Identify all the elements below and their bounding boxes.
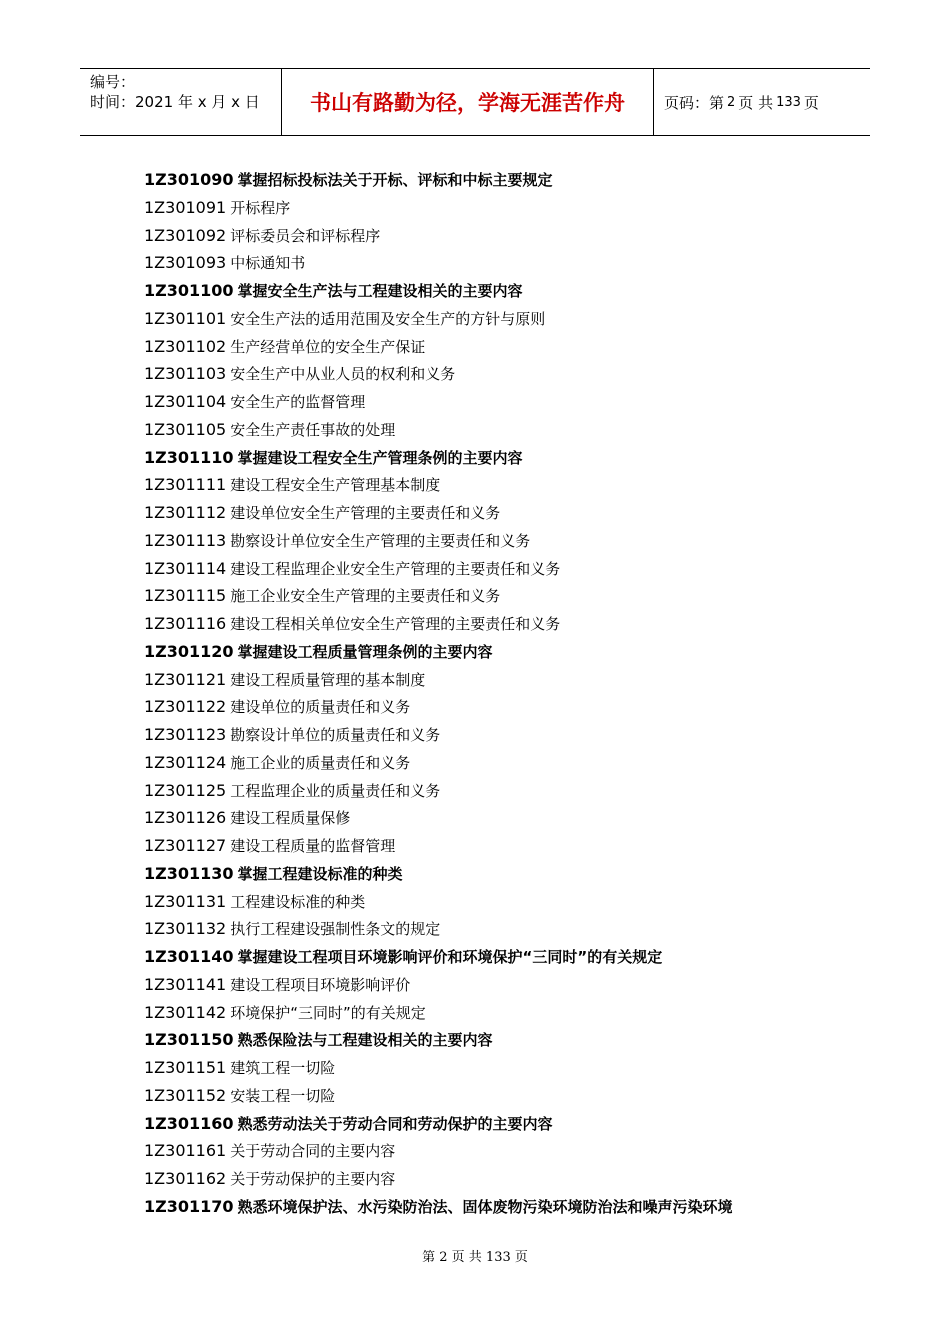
item-title: 建设工程质量的监督管理 <box>230 837 396 855</box>
page-mid: 页 共 <box>738 93 774 112</box>
item-code: 1Z301121 <box>144 669 227 689</box>
item-title: 生产经营单位的安全生产保证 <box>230 337 426 356</box>
item-title: 安装工程一切险 <box>230 1086 336 1105</box>
list-item <box>144 915 844 943</box>
list-item <box>144 610 844 638</box>
section-heading <box>144 943 844 971</box>
list-item <box>144 499 844 527</box>
item-title: 安全生产法的适用范围及安全生产的方针与原则 <box>230 309 546 328</box>
item-code: 1Z301131 <box>144 891 227 911</box>
list-item <box>144 666 844 694</box>
item-code: 1Z301103 <box>144 364 227 384</box>
item-code: 1Z301126 <box>144 808 227 828</box>
list-item <box>144 582 844 610</box>
item-code: 1Z301151 <box>144 1058 227 1077</box>
item-code: 1Z301114 <box>144 558 227 578</box>
list-item <box>144 1054 844 1082</box>
item-code: 1Z301130 <box>144 863 234 883</box>
section-heading <box>144 860 844 888</box>
item-title: 掌握招标投标法关于开标、评标和中标主要规定 <box>237 171 553 189</box>
item-code: 1Z301120 <box>144 641 234 661</box>
item-code: 1Z301110 <box>144 447 234 467</box>
item-code: 1Z301115 <box>144 586 227 606</box>
item-code: 1Z301112 <box>144 503 227 522</box>
item-title: 熟悉环境保护法、水污染防治法、固体废物污染环境防治法和噪声污染环境 <box>237 1197 733 1216</box>
item-title: 建设工程相关单位安全生产管理的主要责任和义务 <box>230 615 561 633</box>
item-title: 施工企业安全生产管理的主要责任和义务 <box>230 587 501 606</box>
item-code: 1Z301141 <box>144 974 227 994</box>
list-item <box>144 804 844 832</box>
item-code: 1Z301116 <box>144 614 227 633</box>
item-code: 1Z301140 <box>144 947 234 966</box>
item-code: 1Z301113 <box>144 530 227 550</box>
item-title: 掌握安全生产法与工程建设相关的主要内容 <box>237 282 523 300</box>
section-heading <box>144 166 844 194</box>
item-title: 掌握工程建设标准的种类 <box>237 864 403 883</box>
list-item <box>144 555 844 583</box>
item-title: 关于劳动保护的主要内容 <box>230 1170 396 1188</box>
item-title: 安全生产中从业人员的权利和义务 <box>230 365 456 384</box>
item-code: 1Z301160 <box>144 1113 234 1133</box>
item-title: 开标程序 <box>230 198 291 217</box>
document-time-label: 时间：2021 年 x 月 x 日 <box>90 93 260 111</box>
header-motto: 书山有路勤为径，学海无涯苦作舟 <box>282 69 654 135</box>
page-current: 2 <box>727 94 736 110</box>
list-item <box>144 305 844 333</box>
item-code: 1Z301127 <box>144 836 227 855</box>
item-code: 1Z301162 <box>144 1169 227 1188</box>
item-code: 1Z301123 <box>144 725 227 744</box>
list-item <box>144 194 844 222</box>
item-code: 1Z301100 <box>144 281 234 300</box>
page-total: 133 <box>776 94 801 110</box>
item-title: 建筑工程一切险 <box>230 1059 336 1077</box>
item-code: 1Z301161 <box>144 1141 227 1161</box>
list-item <box>144 388 844 416</box>
item-title: 掌握建设工程项目环境影响评价和环境保护“三同时”的有关规定 <box>237 948 663 966</box>
item-title: 安全生产责任事故的处理 <box>230 420 396 439</box>
section-heading <box>144 1193 844 1221</box>
item-title: 中标通知书 <box>230 254 306 273</box>
list-item <box>144 471 844 499</box>
item-code: 1Z301132 <box>144 919 227 939</box>
item-title: 建设工程安全生产管理基本制度 <box>230 476 441 495</box>
item-title: 掌握建设工程质量管理条例的主要内容 <box>237 642 493 661</box>
list-item <box>144 1165 844 1193</box>
item-title: 安全生产的监督管理 <box>230 393 366 411</box>
section-heading <box>144 1110 844 1138</box>
item-code: 1Z301142 <box>144 1002 227 1022</box>
item-title: 建设单位的质量责任和义务 <box>230 698 411 717</box>
list-item <box>144 527 844 555</box>
section-heading <box>144 277 844 305</box>
item-title: 掌握建设工程安全生产管理条例的主要内容 <box>237 448 523 467</box>
list-item <box>144 333 844 361</box>
item-code: 1Z301125 <box>144 780 227 800</box>
header-page-number <box>654 69 870 135</box>
item-code: 1Z301124 <box>144 752 227 772</box>
item-code: 1Z301105 <box>144 419 227 439</box>
list-item <box>144 222 844 250</box>
item-code: 1Z301092 <box>144 225 227 245</box>
list-item <box>144 249 844 277</box>
list-item <box>144 416 844 444</box>
item-title: 熟悉劳动法关于劳动合同和劳动保护的主要内容 <box>237 1114 553 1133</box>
item-title: 勘察设计单位的质量责任和义务 <box>230 726 441 744</box>
list-item <box>144 1137 844 1165</box>
header-meta <box>80 69 282 135</box>
item-title: 环境保护“三同时”的有关规定 <box>230 1003 426 1022</box>
list-item <box>144 360 844 388</box>
list-item <box>144 721 844 749</box>
list-item <box>144 693 844 721</box>
section-heading <box>144 444 844 472</box>
item-code: 1Z301093 <box>144 253 227 273</box>
section-heading <box>144 638 844 666</box>
item-code: 1Z301104 <box>144 392 227 411</box>
page-header <box>80 68 870 136</box>
list-item <box>144 777 844 805</box>
page-footer: 第 2 页 共 133 页 <box>422 1250 528 1265</box>
outline-list <box>144 166 844 1221</box>
item-title: 执行工程建设强制性条文的规定 <box>230 920 441 939</box>
item-title: 施工企业的质量责任和义务 <box>230 753 411 772</box>
item-title: 建设工程项目环境影响评价 <box>230 975 411 994</box>
list-item <box>144 749 844 777</box>
item-title: 建设单位安全生产管理的主要责任和义务 <box>230 504 501 522</box>
item-title: 熟悉保险法与工程建设相关的主要内容 <box>237 1031 493 1050</box>
page-prefix: 页码：第 <box>664 93 725 112</box>
item-code: 1Z301150 <box>144 1030 234 1050</box>
item-title: 建设工程质量管理的基本制度 <box>230 670 426 689</box>
list-item <box>144 832 844 860</box>
item-title: 建设工程质量保修 <box>230 809 351 828</box>
item-code: 1Z301102 <box>144 336 227 356</box>
document-number-label: 编号： <box>90 73 136 91</box>
item-code: 1Z301122 <box>144 697 227 717</box>
item-title: 工程监理企业的质量责任和义务 <box>230 781 441 800</box>
list-item <box>144 999 844 1027</box>
item-code: 1Z301101 <box>144 308 227 328</box>
item-title: 评标委员会和评标程序 <box>230 226 381 245</box>
list-item <box>144 1082 844 1110</box>
list-item <box>144 971 844 999</box>
list-item <box>144 888 844 916</box>
item-code: 1Z301111 <box>144 475 227 495</box>
item-title: 建设工程监理企业安全生产管理的主要责任和义务 <box>230 559 561 578</box>
item-title: 关于劳动合同的主要内容 <box>230 1142 396 1161</box>
item-title: 工程建设标准的种类 <box>230 892 366 911</box>
item-code: 1Z301152 <box>144 1085 227 1105</box>
item-code: 1Z301090 <box>144 170 234 189</box>
section-heading <box>144 1026 844 1054</box>
page-suffix: 页 <box>803 93 819 112</box>
item-code: 1Z301170 <box>144 1196 234 1216</box>
item-title: 勘察设计单位安全生产管理的主要责任和义务 <box>230 531 531 550</box>
item-code: 1Z301091 <box>144 197 227 217</box>
